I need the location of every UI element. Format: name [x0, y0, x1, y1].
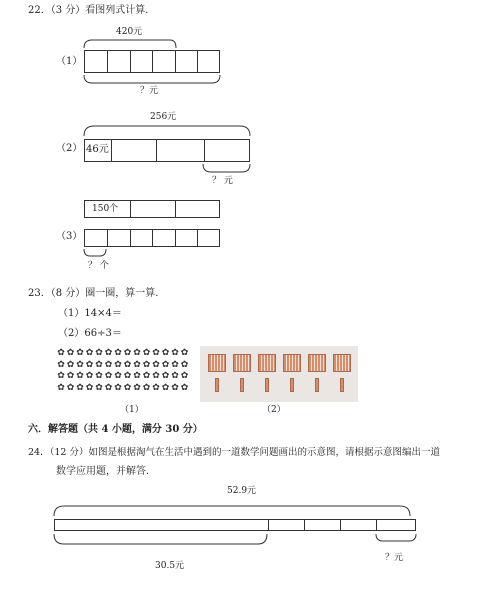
flower-icon: ✿ — [85, 371, 94, 381]
section6-title: 六．解答题（共 4 小题，满分 30 分） — [28, 424, 203, 435]
q22-header: 22．（3 分）看图列式计算． — [28, 5, 156, 16]
flower-icon: ✿ — [171, 359, 179, 370]
flower-icon: ✿ — [123, 371, 132, 381]
flower-icon: ✿ — [66, 382, 75, 393]
q24-part-label: 30.5元 — [155, 561, 185, 571]
q22-part1-number: （1） — [56, 56, 83, 67]
flower-icon: ✿ — [114, 348, 122, 358]
flower-icon: ✿ — [142, 348, 151, 358]
flower-icon: ✿ — [57, 382, 65, 393]
flower-icon: ✿ — [133, 359, 141, 370]
flower-icon: ✿ — [171, 348, 179, 358]
q24-line1: 24．（12 分）如图是根据淘气在生活中遇到的一道数学问题画出的示意图，请根据示意图编出一道 — [28, 447, 440, 458]
flower-icon: ✿ — [85, 348, 94, 358]
q23-caption2: （2） — [262, 405, 286, 415]
flower-icon: ✿ — [104, 348, 113, 358]
flower-icon: ✿ — [76, 359, 84, 370]
flower-icon: ✿ — [76, 371, 84, 381]
flower-icon: ✿ — [95, 348, 103, 358]
flower-icon: ✿ — [152, 371, 160, 381]
q22-part1-total-label: 420元 — [116, 27, 143, 37]
q22-part1-question: ？元 — [140, 86, 159, 96]
flower-icon: ✿ — [142, 382, 151, 393]
flower-icon: ✿ — [95, 371, 103, 381]
flower-icon: ✿ — [66, 359, 75, 370]
q23-header: 23．（8 分）圈一圈，算一算． — [28, 288, 166, 299]
flower-icon: ✿ — [133, 348, 141, 358]
flower-icon: ✿ — [85, 359, 94, 370]
flower-icon: ✿ — [161, 371, 170, 381]
q23-caption1: （1） — [120, 405, 144, 415]
flower-icon: ✿ — [123, 382, 132, 393]
flower-icon: ✿ — [85, 382, 94, 393]
flower-icon: ✿ — [161, 348, 170, 358]
flower-icon: ✿ — [171, 382, 179, 393]
q22-part3-number: （3） — [56, 231, 83, 242]
flower-icon: ✿ — [76, 382, 84, 393]
flower-icon: ✿ — [104, 359, 113, 370]
q22-part2-question: ？ 元 — [212, 176, 233, 186]
flower-icon: ✿ — [180, 348, 189, 358]
flower-icon: ✿ — [161, 359, 170, 370]
flower-icon: ✿ — [152, 359, 160, 370]
q24-line2: 数学应用题，并解答． — [56, 466, 156, 477]
flower-icon: ✿ — [57, 359, 65, 370]
q22-part3-question: ？ 个 — [88, 261, 109, 271]
flower-icon: ✿ — [133, 371, 141, 381]
flower-icon: ✿ — [104, 371, 113, 381]
flower-icon: ✿ — [142, 371, 151, 381]
q22-part3-first-label: 150个 — [92, 204, 119, 214]
flower-icon: ✿ — [180, 371, 189, 381]
flower-icon: ✿ — [66, 348, 75, 358]
flower-icon: ✿ — [114, 371, 122, 381]
flower-icon: ✿ — [114, 359, 122, 370]
flower-icon: ✿ — [123, 348, 132, 358]
flower-icon: ✿ — [142, 359, 151, 370]
flower-icon: ✿ — [161, 382, 170, 393]
flower-icon: ✿ — [95, 359, 103, 370]
q23-item1: （1）14×4＝ — [58, 308, 122, 319]
flower-icon: ✿ — [152, 382, 160, 393]
flower-icon: ✿ — [95, 382, 103, 393]
flower-icon: ✿ — [180, 359, 189, 370]
flower-icon: ✿ — [133, 382, 141, 393]
flower-icon: ✿ — [114, 382, 122, 393]
q22-part2-first-label: 46元 — [86, 144, 109, 155]
flower-icon: ✿ — [66, 371, 75, 381]
flower-icon: ✿ — [180, 382, 189, 393]
q24-total-label: 52.9元 — [227, 486, 257, 496]
flower-icon: ✿ — [57, 348, 65, 358]
q24-question: ？元 — [385, 553, 404, 563]
flower-icon: ✿ — [104, 382, 113, 393]
q22-part2-number: （2） — [56, 143, 83, 154]
flower-icon: ✿ — [123, 359, 132, 370]
q23-item2: （2）66÷3＝ — [58, 328, 122, 339]
flower-icon: ✿ — [76, 348, 84, 358]
flower-icon: ✿ — [152, 348, 160, 358]
flower-icon: ✿ — [171, 371, 179, 381]
q22-part2-total-label: 256元 — [150, 112, 177, 122]
flower-icon: ✿ — [57, 371, 65, 381]
